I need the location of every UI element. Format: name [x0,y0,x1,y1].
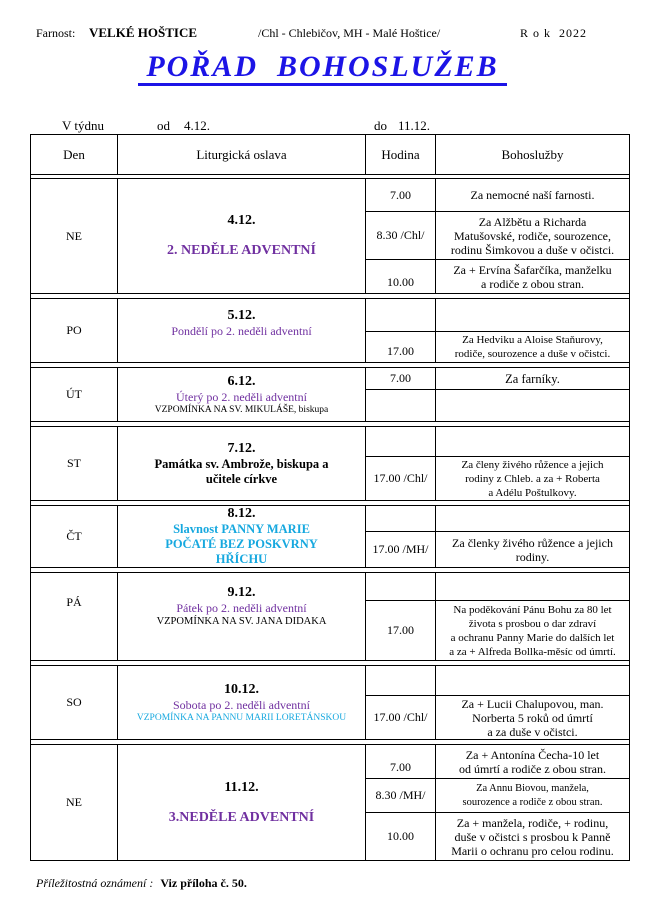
service-intention: Za farníky. [436,368,630,390]
week-to: 11.12. [398,118,431,133]
service-intention [436,573,630,601]
service-intention [436,299,630,332]
day-name: ST [31,427,118,501]
feast-cell [118,573,366,661]
parish-label: Farnost: [36,26,76,40]
feast-cell [118,506,366,568]
table-row [31,745,630,779]
feast-name: 2. NEDĚLE ADVENTNÍ [167,243,316,258]
week-to-label: do [374,118,387,133]
day-date: 5.12. [227,308,256,323]
service-time: 17.00 [366,332,436,363]
service-time [366,666,436,696]
table-row [31,666,630,696]
day-name: NE [31,179,118,294]
day-name: SO [31,666,118,740]
feast-cell [118,666,366,740]
day-date: 6.12. [227,374,256,389]
feast-note: VZPOMÍNKA NA SV. JANA DIDAKA [156,616,327,627]
day-date: 7.12. [227,440,256,456]
footer-value: Viz příloha č. 50. [160,876,247,890]
service-intention: Na poděkování Pánu Bohu za 80 let života s prosbou o dar zdraví a ochranu Panny Marie do dalších let a za + Alfreda Bollka-měsíc od úmrtí. [436,601,630,661]
day-date: 10.12. [224,682,259,697]
feast-name: Pondělí po 2. neděli adventní [171,324,312,338]
col-services: Bohoslužby [436,135,630,175]
feast-name: Slavnost PANNY MARIE POČATÉ BEZ POSKVRNY HŘÍCHU [165,522,318,566]
day-name: ČT [31,506,118,568]
table-row [31,179,630,212]
service-time [366,573,436,601]
service-intention: Za členky živého růžence a jejich rodiny. [436,532,630,568]
day-date: 9.12. [227,585,256,600]
service-intention: Za Hedviku a Aloise Staňurovy, rodiče, sourozence a duše v očistci. [436,332,630,363]
day-name: NE [31,745,118,861]
week-from-label: od [157,118,170,133]
service-time [366,427,436,457]
service-intention [436,390,630,422]
service-time: 10.00 [366,813,436,861]
parish-name: VELKÉ HOŠTICE [89,25,198,40]
service-time [366,506,436,532]
service-time: 17.00 [366,601,436,661]
service-time: 7.00 [366,368,436,390]
day-date: 11.12. [224,779,259,795]
feast-note: VZPOMÍNKA NA SV. MIKULÁŠE, biskupa [154,405,329,415]
feast-cell [118,299,366,363]
service-time: 17.00 /MH/ [366,532,436,568]
service-time: 17.00 /Chl/ [366,457,436,501]
service-time: 7.00 [366,179,436,212]
service-intention [436,666,630,696]
schedule-table [30,134,630,861]
week-label: V týdnu [62,118,105,133]
day-name: PO [31,299,118,363]
service-time [366,390,436,422]
day-name: PÁ [31,573,118,661]
service-time: 8.30 /Chl/ [366,212,436,260]
table-row [31,427,630,457]
footer [36,876,247,891]
service-time: 8.30 /MH/ [366,779,436,813]
week-from: 4.12. [184,118,210,133]
service-time: 17.00 /Chl/ [366,696,436,740]
feast-name: Památka sv. Ambrože, biskupa a učitele církve [154,456,329,486]
parish-branches: /Chl - Chlebičov, MH - Malé Hoštice/ [258,26,441,40]
service-intention [436,427,630,457]
table-row [31,368,630,390]
service-time: 7.00 [366,745,436,779]
service-intention: Za + Antonína Čecha-10 let od úmrtí a rodiče z obou stran. [436,745,630,779]
table-row [31,299,630,332]
service-intention: Za Annu Biovou, manžela, sourozence a rodiče z obou stran. [436,779,630,813]
service-intention: Za + Lucii Chalupovou, man. Norberta 5 roků od úmrtí a za duše v očistci. [436,696,630,740]
col-hour: Hodina [366,135,436,175]
table-header-row [31,135,630,175]
day-date: 8.12. [227,506,256,521]
feast-cell [118,179,366,294]
service-intention [436,506,630,532]
col-feast: Liturgická oslava [118,135,366,175]
feast-cell [118,368,366,422]
feast-name: Úterý po 2. neděli adventní [176,390,307,404]
table-row [31,506,630,532]
feast-cell [118,427,366,501]
page-title: POŘAD BOHOSLUŽEB [0,50,645,84]
col-day: Den [31,135,118,175]
feast-name: Sobota po 2. neděli adventní [173,698,310,712]
service-time [366,299,436,332]
feast-note: VZPOMÍNKA NA PANNU MARII LORETÁNSKOU [136,713,347,723]
service-intention: Za + manžela, rodiče, + rodinu, duše v očistci s prosbou k Panně Marii o ochranu pro celou rodinu. [436,813,630,861]
feast-cell [118,745,366,861]
footer-label: Příležitostná oznámení : [36,876,154,890]
service-intention: Za nemocné naší farnosti. [436,179,630,212]
service-intention: Za + Ervína Šafarčíka, manželku a rodiče z obou stran. [436,260,630,294]
service-intention: Za Alžbětu a Richarda Matušovské, rodiče, sourozence, rodinu Šimkovou a duše v očistci. [436,212,630,260]
day-name: ÚT [31,368,118,422]
service-time: 10.00 [366,260,436,294]
year-label: R o k 2022 [520,26,588,40]
feast-name: 3.NEDĚLE ADVENTNÍ [168,809,315,825]
feast-name: Pátek po 2. neděli adventní [176,601,307,615]
day-date: 4.12. [227,213,256,228]
service-intention: Za členy živého růžence a jejich rodiny z Chleb. a za + Roberta a Adélu Poštulkovy. [436,457,630,501]
table-row [31,573,630,601]
